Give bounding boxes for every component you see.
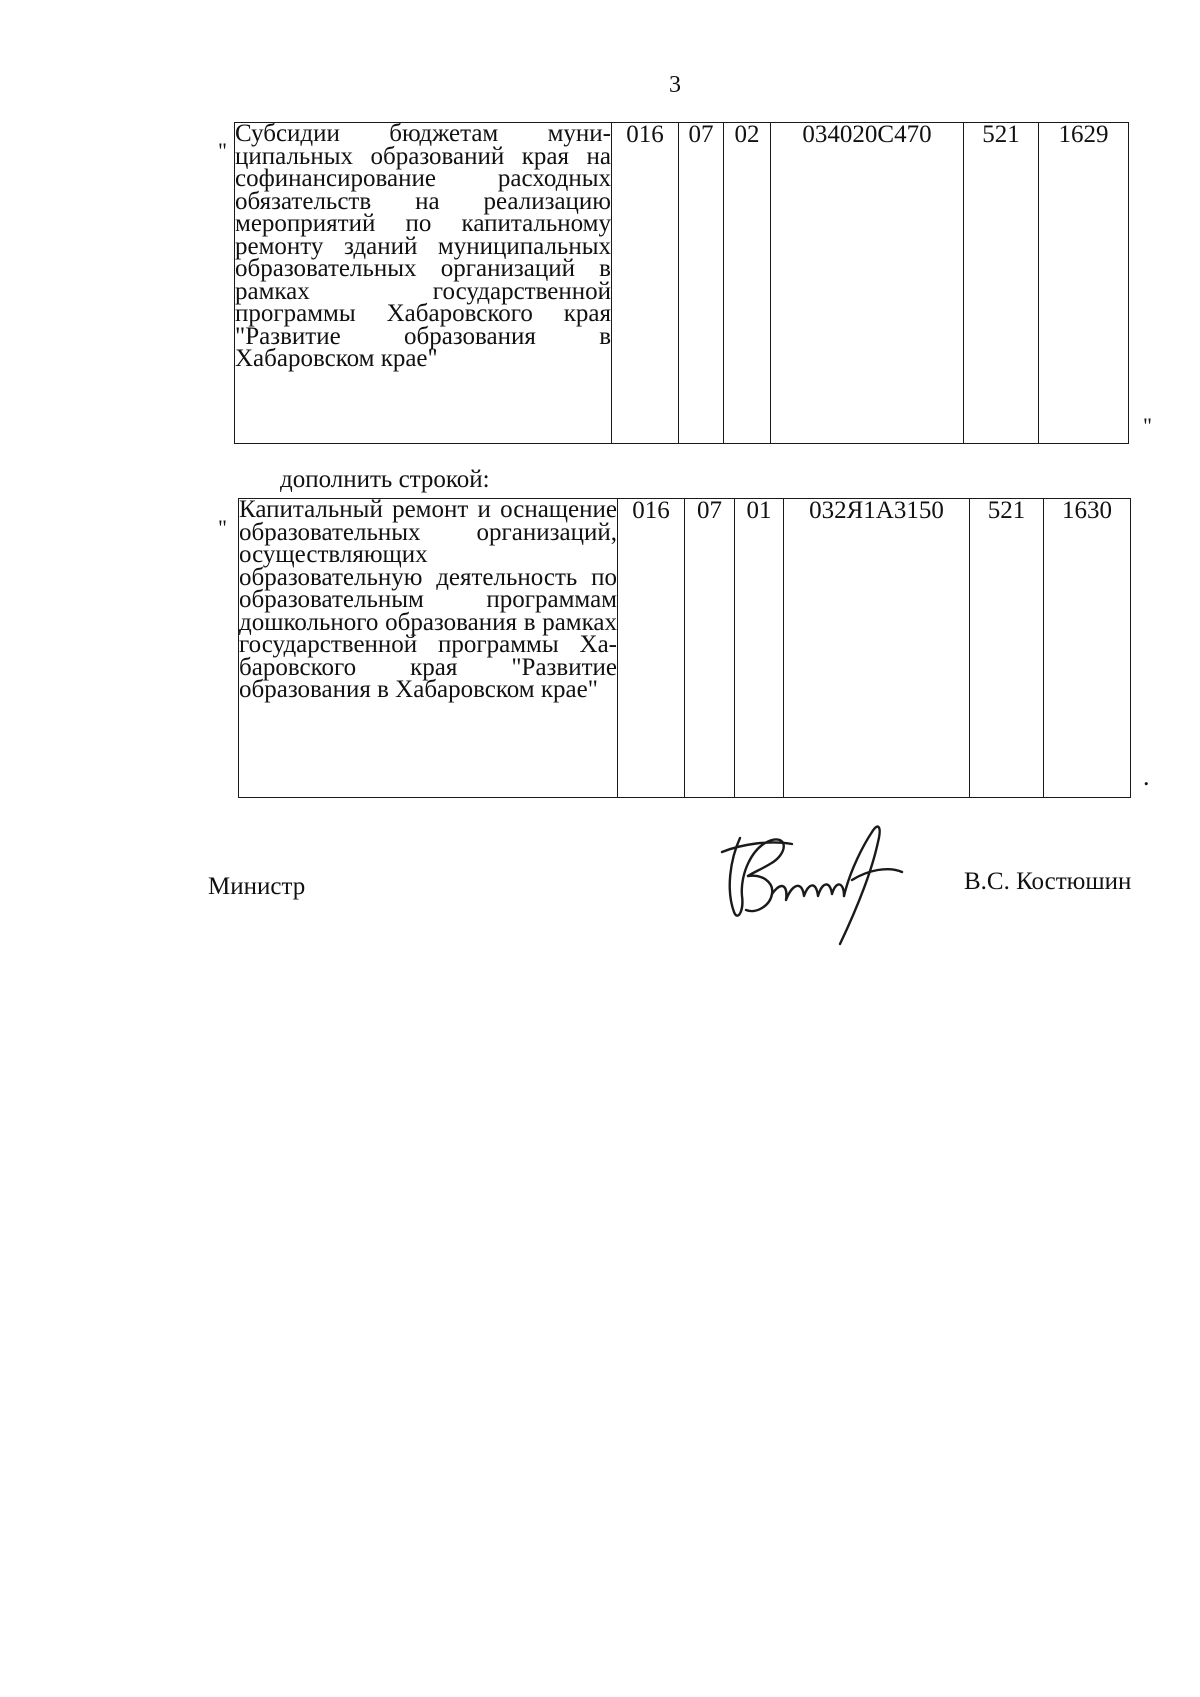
signatory-name: В.С. Костюшин: [964, 868, 1132, 895]
table1: [234, 122, 1129, 444]
table2-col2: 07: [685, 499, 735, 798]
table1-col6: 1629: [1039, 123, 1129, 444]
table1-close-quote: ": [1143, 413, 1152, 438]
table1-open-quote: ": [218, 138, 227, 163]
table2-open-quote: ": [218, 515, 227, 540]
table2-closing-mark: .: [1143, 762, 1150, 791]
table2-col4: 032Я1А3150: [784, 499, 970, 798]
table1-col5: 521: [964, 123, 1039, 444]
table2-description: Капитальный ремонт и оснащение образовательных организаций, осуществляющих образовательную деятельность по образовательным программам дошкольного образования в рамках государственной программы Хабаровского края "Развитие образования в Хабаровском крае": [239, 499, 618, 798]
table-row: [235, 123, 1129, 444]
table-row: [239, 499, 1131, 798]
table2: [238, 498, 1131, 798]
table2-col5: 521: [970, 499, 1044, 798]
table1-col1: 016: [612, 123, 679, 444]
table1-col4: 034020С470: [771, 123, 964, 444]
table1-description: Субсидии бюджетам муниципальных образований края на софинансирование расходных обязательств на реализацию мероприятий по капитальному ремонту зданий муниципальных образовательных организаций в рамках государственной программы Хабаровского края "Развитие образования в Хабаровском крае": [235, 123, 612, 444]
table1-col3: 02: [724, 123, 771, 444]
table2-col6: 1630: [1044, 499, 1131, 798]
signatory-title: Министр: [208, 873, 306, 900]
instruction-text: дополнить строкой:: [280, 466, 490, 493]
table2-col1: 016: [618, 499, 685, 798]
page-number: 3: [669, 72, 681, 98]
handwritten-signature-icon: [712, 810, 912, 955]
table1-col2: 07: [679, 123, 724, 444]
table2-col3: 01: [735, 499, 784, 798]
